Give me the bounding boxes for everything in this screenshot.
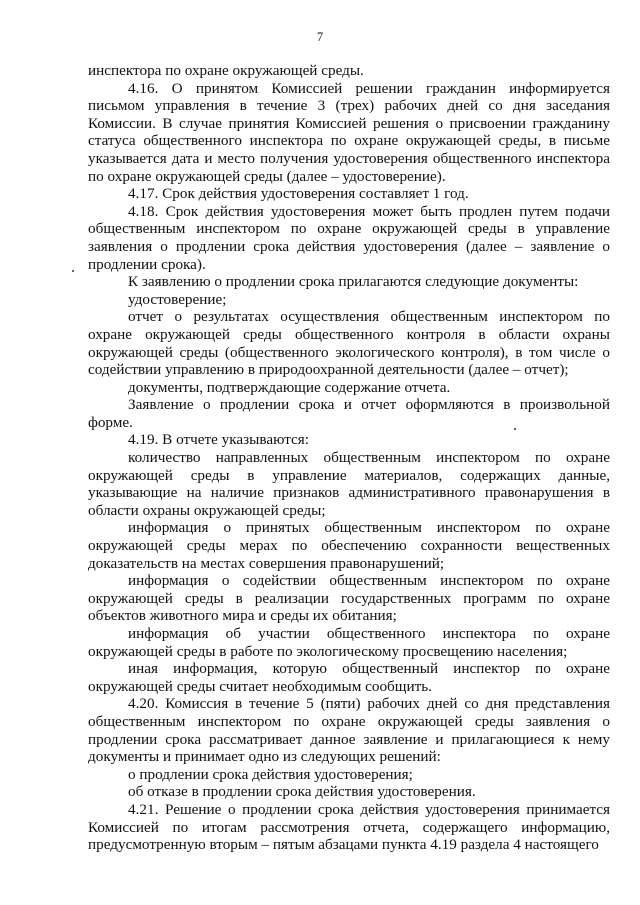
- paragraph-item-supporting-docs: документы, подтверждающие содержание отчета.: [128, 378, 451, 396]
- paragraph-report-item-education: информация об участии общественного инспектора по охране окружающей среды в работе по экологическому просвещению населения;: [88, 625, 610, 660]
- paragraph-report-item-other: иная информация, которую общественный инспектор по охране окружающей среды считает необходимым сообщить.: [88, 660, 610, 695]
- paragraph-decision-extend: о продлении срока действия удостоверения;: [128, 765, 413, 783]
- paragraph-4-20: 4.20. Комиссия в течение 5 (пяти) рабочих дней со дня представления общественным инспектором по охране окружающей среды заявления о продлении срока рассматривает данное заявление и прилагающиеся к нему документы и принимает одно из следующих решений:: [88, 695, 610, 766]
- page-number: 7: [316, 30, 324, 44]
- paragraph-report-item-evidence: информация о принятых общественным инспектором по охране окружающей среды мерах по обеспечению сохранности вещественных доказательств на местах совершения правонарушений;: [88, 519, 610, 572]
- paragraph-item-certificate: удостоверение;: [128, 290, 227, 308]
- paragraph-free-form: Заявление о продлении срока и отчет оформляются в произвольной форме.: [88, 396, 610, 431]
- paragraph-continuation: инспектора по охране окружающей среды.: [88, 62, 364, 79]
- paragraph-report-item-programs: информация о содействии общественным инспектором по охране окружающей среды в реализации государственных программ по охране объектов животного мира и среды их обитания;: [88, 572, 610, 625]
- paragraph-4-18: 4.18. Срок действия удостоверения может быть продлен путем подачи общественным инспектором по охране окружающей среды в управление заявления о продлении срока действия удостоверения (далее – заявление о продлении срока).: [88, 202, 610, 273]
- paragraph-decision-refuse: об отказе в продлении срока действия удостоверения.: [128, 783, 476, 801]
- scan-speck: [72, 270, 74, 272]
- paragraph-4-16: 4.16. О принятом Комиссией решении гражданин информируется письмом управления в течение 3 (трех) рабочих дней со дня заседания Комиссии. В случае принятия Комиссией решения о присвоении гражданину статуса общественного инспектора по охране окружающей среды, в письме указывается дата и место получения удостоверения общественного инспектора по охране окружающей среды (далее – удостоверение).: [88, 79, 610, 185]
- document-body: [88, 62, 610, 854]
- paragraph-documents-intro: К заявлению о продлении срока прилагаются следующие документы:: [128, 273, 579, 291]
- paragraph-4-21: 4.21. Решение о продлении срока действия удостоверения принимается Комиссией по итогам рассмотрения отчета, содержащего информацию, предусмотренную вторым – пятым абзацами пункта 4.19 раздела 4 настоящего: [88, 800, 610, 854]
- paragraph-item-report: отчет о результатах осуществления общественным инспектором по охране окружающей среды общественного контроля в области охраны окружающей среды (общественного экологического контроля), в том числе о содействии управлению в природоохранной деятельности (далее – отчет);: [88, 308, 610, 379]
- paragraph-report-item-count: количество направленных общественным инспектором по охране окружающей среды в управление материалов, содержащих данные, указывающие на наличие признаков административного правонарушения в области охраны окружающей среды;: [88, 449, 610, 519]
- paragraph-4-19: 4.19. В отчете указываются:: [128, 431, 309, 449]
- scan-speck: [514, 428, 516, 430]
- paragraph-4-17: 4.17. Срок действия удостоверения составляет 1 год.: [128, 185, 469, 203]
